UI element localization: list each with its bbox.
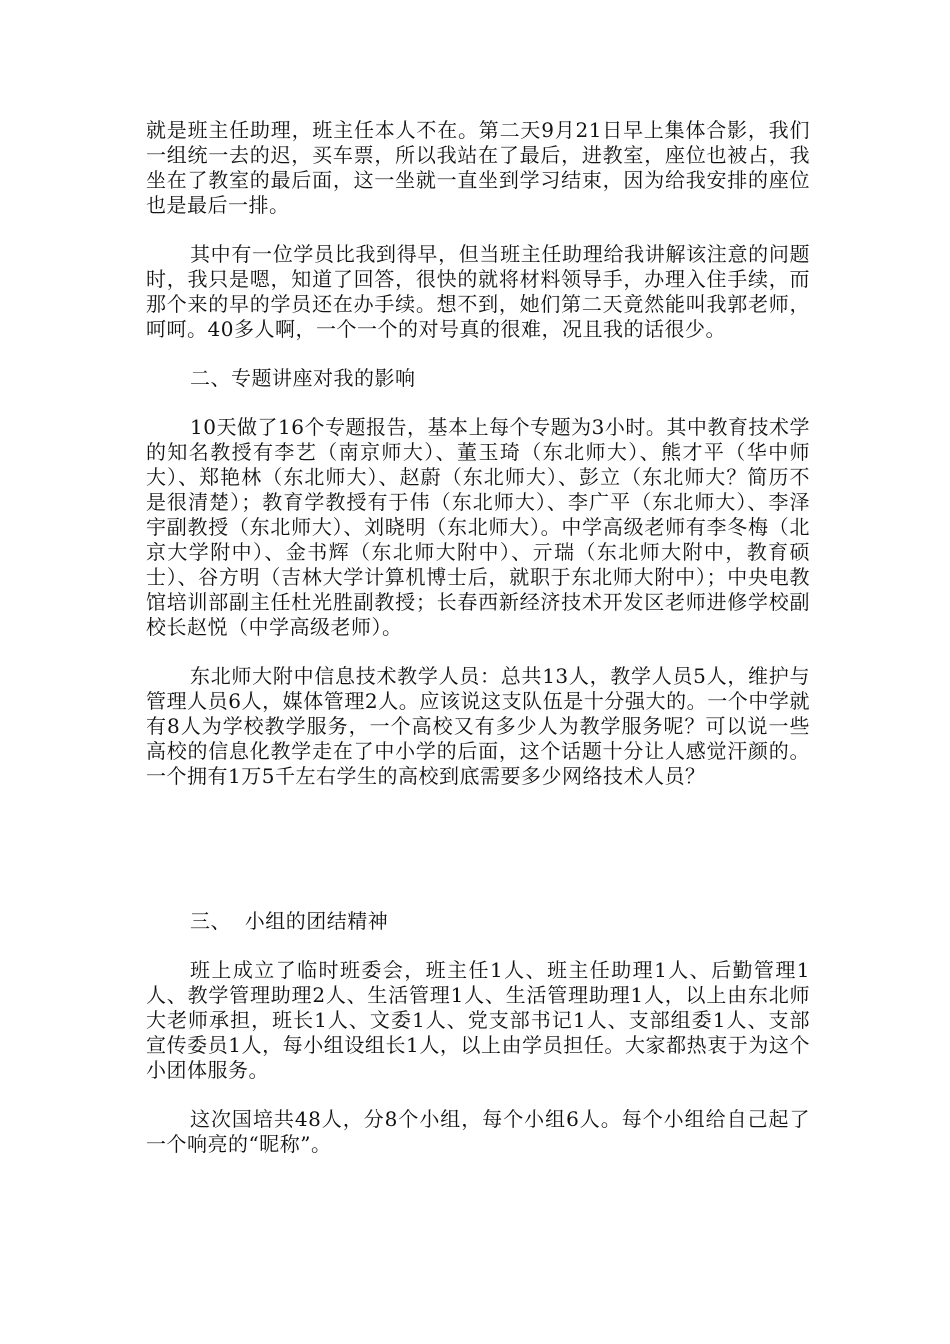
paragraph-seat-arrangement: 就是班主任助理，班主任本人不在。第二天9月21日早上集体合影，我们一组统一去的迟，买车票，所以我站在了最后，进教室，座位也被占，我坐在了教室的最后面，这一坐就一直坐到学习结束，因为给我安排的座位也是最后一排。	[146, 118, 810, 217]
document-body	[146, 118, 810, 1157]
paragraph-it-staff: 东北师大附中信息技术教学人员：总共13人，教学人员5人，维护与管理人员6人，媒体管理2人。应该说这支队伍是十分强大的。一个中学就有8人为学校教学服务，一个高校又有多少人为教学服务呢？可以说一些高校的信息化教学走在了中小学的后面，这个话题十分让人感觉汗颜的。一个拥有1万5千左右学生的高校到底需要多少网络技术人员？	[146, 664, 810, 788]
paragraph-lecture-list: 10天做了16个专题报告，基本上每个专题为3小时。其中教育技术学的知名教授有李艺（南京师大）、董玉琦（东北师大）、熊才平（华中师大）、郑艳林（东北师大）、赵蔚（东北师大）、彭立（东北师大？简历不是很清楚）；教育学教授有于伟（东北师大）、李广平（东北师大）、李泽宇副教授（东北师大）、刘晓明（东北师大）。中学高级老师有李冬梅（北京大学附中）、金书辉（东北师大附中）、亓瑞（东北师大附中，教育硕士）、谷方明（吉林大学计算机博士后，就职于东北师大附中）；中央电教馆培训部副主任杜光胜副教授；长春西新经济技术开发区老师进修学校副校长赵悦（中学高级老师）。	[146, 415, 810, 639]
section-heading-teamwork: 三、 小组的团结精神	[190, 909, 389, 933]
paragraph-class-committee: 班上成立了临时班委会，班主任1人、班主任助理1人、后勤管理1人、教学管理助理2人、生活管理1人、生活管理助理1人，以上由东北师大老师承担，班长1人、文委1人、党支部书记1人、支部组委1人、支部宣传委员1人，每小组设组长1人，以上由学员担任。大家都热衷于为这个小团体服务。	[146, 958, 810, 1082]
section-heading-lectures: 二、专题讲座对我的影响	[190, 366, 416, 390]
paragraph-groups: 这次国培共48人，分8个小组，每个小组6人。每个小组给自己起了一个响亮的“昵称”。	[146, 1107, 810, 1156]
paragraph-early-student: 其中有一位学员比我到得早，但当班主任助理给我讲解该注意的问题时，我只是嗯，知道了回答，很快的就将材料领导手，办理入住手续，而那个来的早的学员还在办手续。想不到，她们第二天竟然能叫我郭老师，呵呵。40多人啊，一个一个的对号真的很难，况且我的话很少。	[146, 242, 810, 341]
